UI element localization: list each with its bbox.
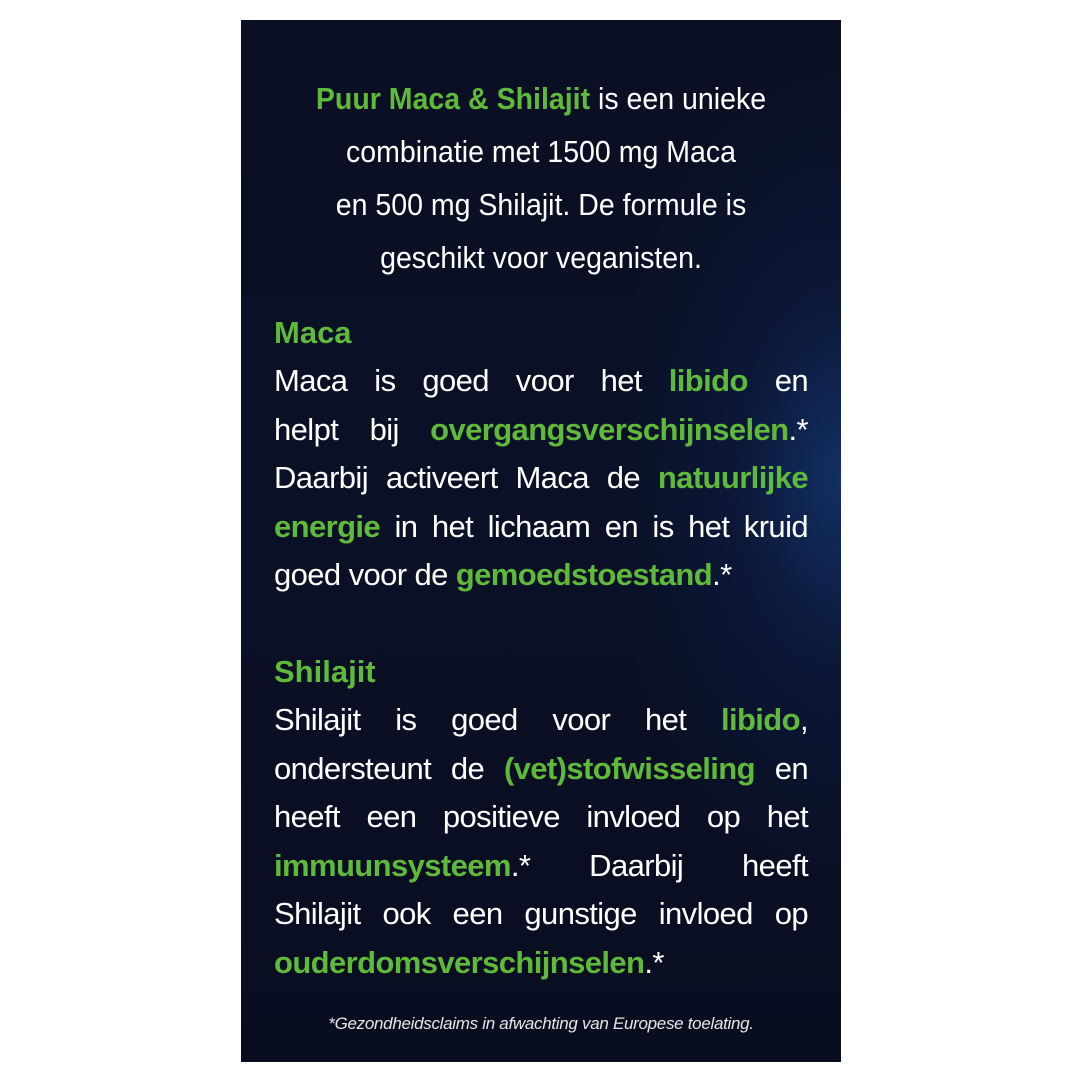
intro-line: geschikt voor veganisten. <box>380 240 702 275</box>
maca-section <box>274 309 808 600</box>
maca-line: energie in het lichaam en is het kruid <box>274 508 808 544</box>
maca-line: helpt bij overgangsverschijnselen.* <box>274 411 808 447</box>
shilajit-line: heeft een positieve invloed op het <box>274 799 808 834</box>
maca-line: goed voor de gemoedstoestand.* <box>274 557 732 592</box>
shilajit-line: Shilajit ook een gunstige invloed op <box>274 896 808 931</box>
health-claims-footnote: *Gezondheidsclaims in afwachting van Europese toelating. <box>328 1014 754 1033</box>
intro-line: combinatie met 1500 mg Maca <box>346 134 736 169</box>
intro-line: en 500 mg Shilajit. De formule is <box>335 187 747 222</box>
shilajit-heading: Shilajit <box>274 654 376 689</box>
product-info-panel <box>241 20 841 1062</box>
shilajit-line: Shilajit is goed voor het libido, <box>274 702 808 737</box>
maca-line: Daarbij activeert Maca de natuurlijke <box>274 460 808 495</box>
intro-paragraph <box>265 72 817 284</box>
maca-line: Maca is goed voor het libido en <box>274 363 808 398</box>
intro-line <box>265 72 817 125</box>
product-name: Puur Maca & Shilajit <box>315 81 591 116</box>
shilajit-line: ouderdomsverschijnselen.* <box>274 944 664 980</box>
maca-heading: Maca <box>274 315 352 350</box>
shilajit-section <box>274 648 808 987</box>
intro-text: is een unieke <box>590 81 767 116</box>
shilajit-line: immuunsysteem.* Daarbij heeft <box>274 847 808 883</box>
shilajit-line: ondersteunt de (vet)stofwisseling en <box>274 750 808 786</box>
